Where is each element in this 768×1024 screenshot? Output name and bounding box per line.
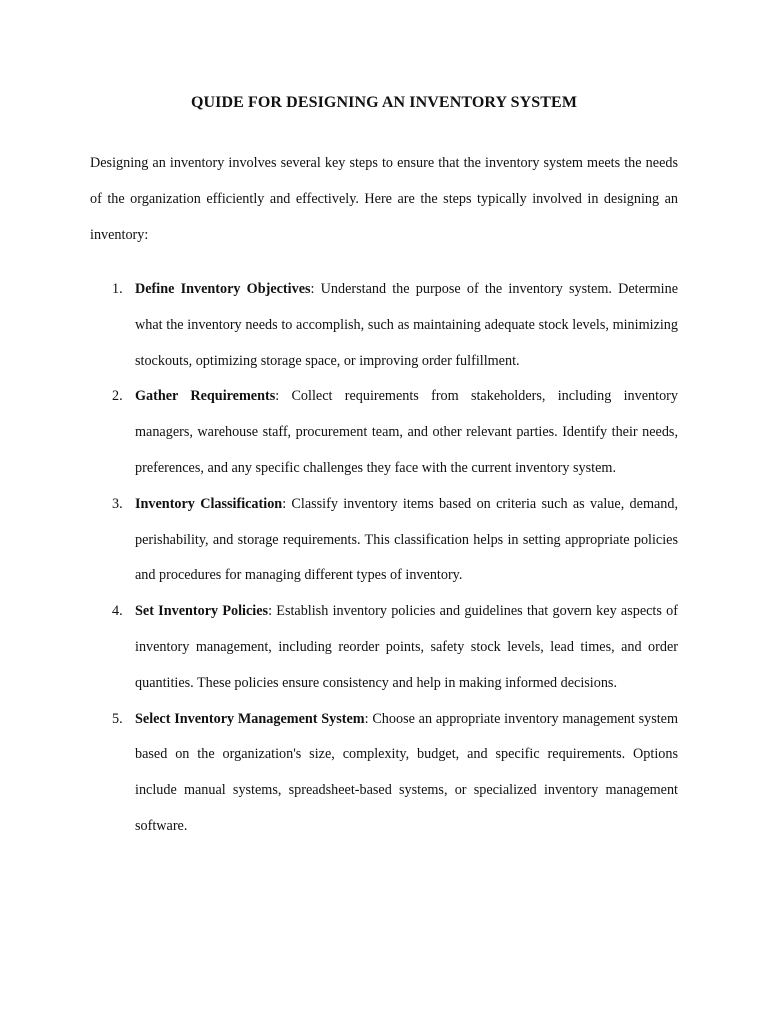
- step-description: : Choose an appropriate inventory management system based on the organization's size, complexity, budget, and specific requirements. Options include manual systems, spreadsheet-based systems, or specialized inventory management software.: [135, 710, 678, 834]
- step-number: 1.: [112, 281, 123, 297]
- steps-list: [90, 272, 678, 845]
- step-description: : Collect requirements from stakeholders, including inventory managers, warehouse staff, procurement team, and other relevant parties. Identify their needs, preferences, and any specific challenges they face with the current inventory system.: [135, 388, 678, 476]
- list-item: [90, 272, 678, 379]
- document-title: QUIDE FOR DESIGNING AN INVENTORY SYSTEM: [190, 94, 578, 111]
- list-item: [90, 379, 678, 486]
- step-heading: Define Inventory Objectives: [135, 281, 311, 297]
- step-heading: Inventory Classification: [135, 495, 283, 512]
- step-number: 2.: [112, 388, 123, 405]
- step-heading: Gather Requirements: [135, 388, 276, 405]
- step-number: 3.: [112, 495, 123, 512]
- step-number: 4.: [112, 603, 123, 620]
- step-heading: Set Inventory Policies: [135, 603, 269, 620]
- list-item: [90, 487, 678, 594]
- list-item: [90, 594, 678, 701]
- step-description: : Understand the purpose of the inventory system. Determine what the inventory needs to accomplish, such as maintaining adequate stock levels, minimizing stockouts, optimizing storage space, or improving order fulfillment.: [135, 281, 679, 369]
- step-description: : Establish inventory policies and guidelines that govern key aspects of inventory management, including reorder points, safety stock levels, lead times, and order quantities. These policies ensure consistency and help in making informed decisions.: [135, 603, 678, 691]
- list-item: [90, 702, 678, 845]
- step-heading: Select Inventory Management System: [135, 710, 365, 727]
- step-description: : Classify inventory items based on criteria such as value, demand, perishability, and storage requirements. This classification helps in setting appropriate policies and procedures for managing different types of inventory.: [135, 495, 679, 584]
- step-number: 5.: [112, 710, 123, 727]
- intro-paragraph: Designing an inventory involves several key steps to ensure that the inventory system meets the needs of the organization efficiently and effectively. Here are the steps typically involved in designing an inventory:: [90, 155, 678, 243]
